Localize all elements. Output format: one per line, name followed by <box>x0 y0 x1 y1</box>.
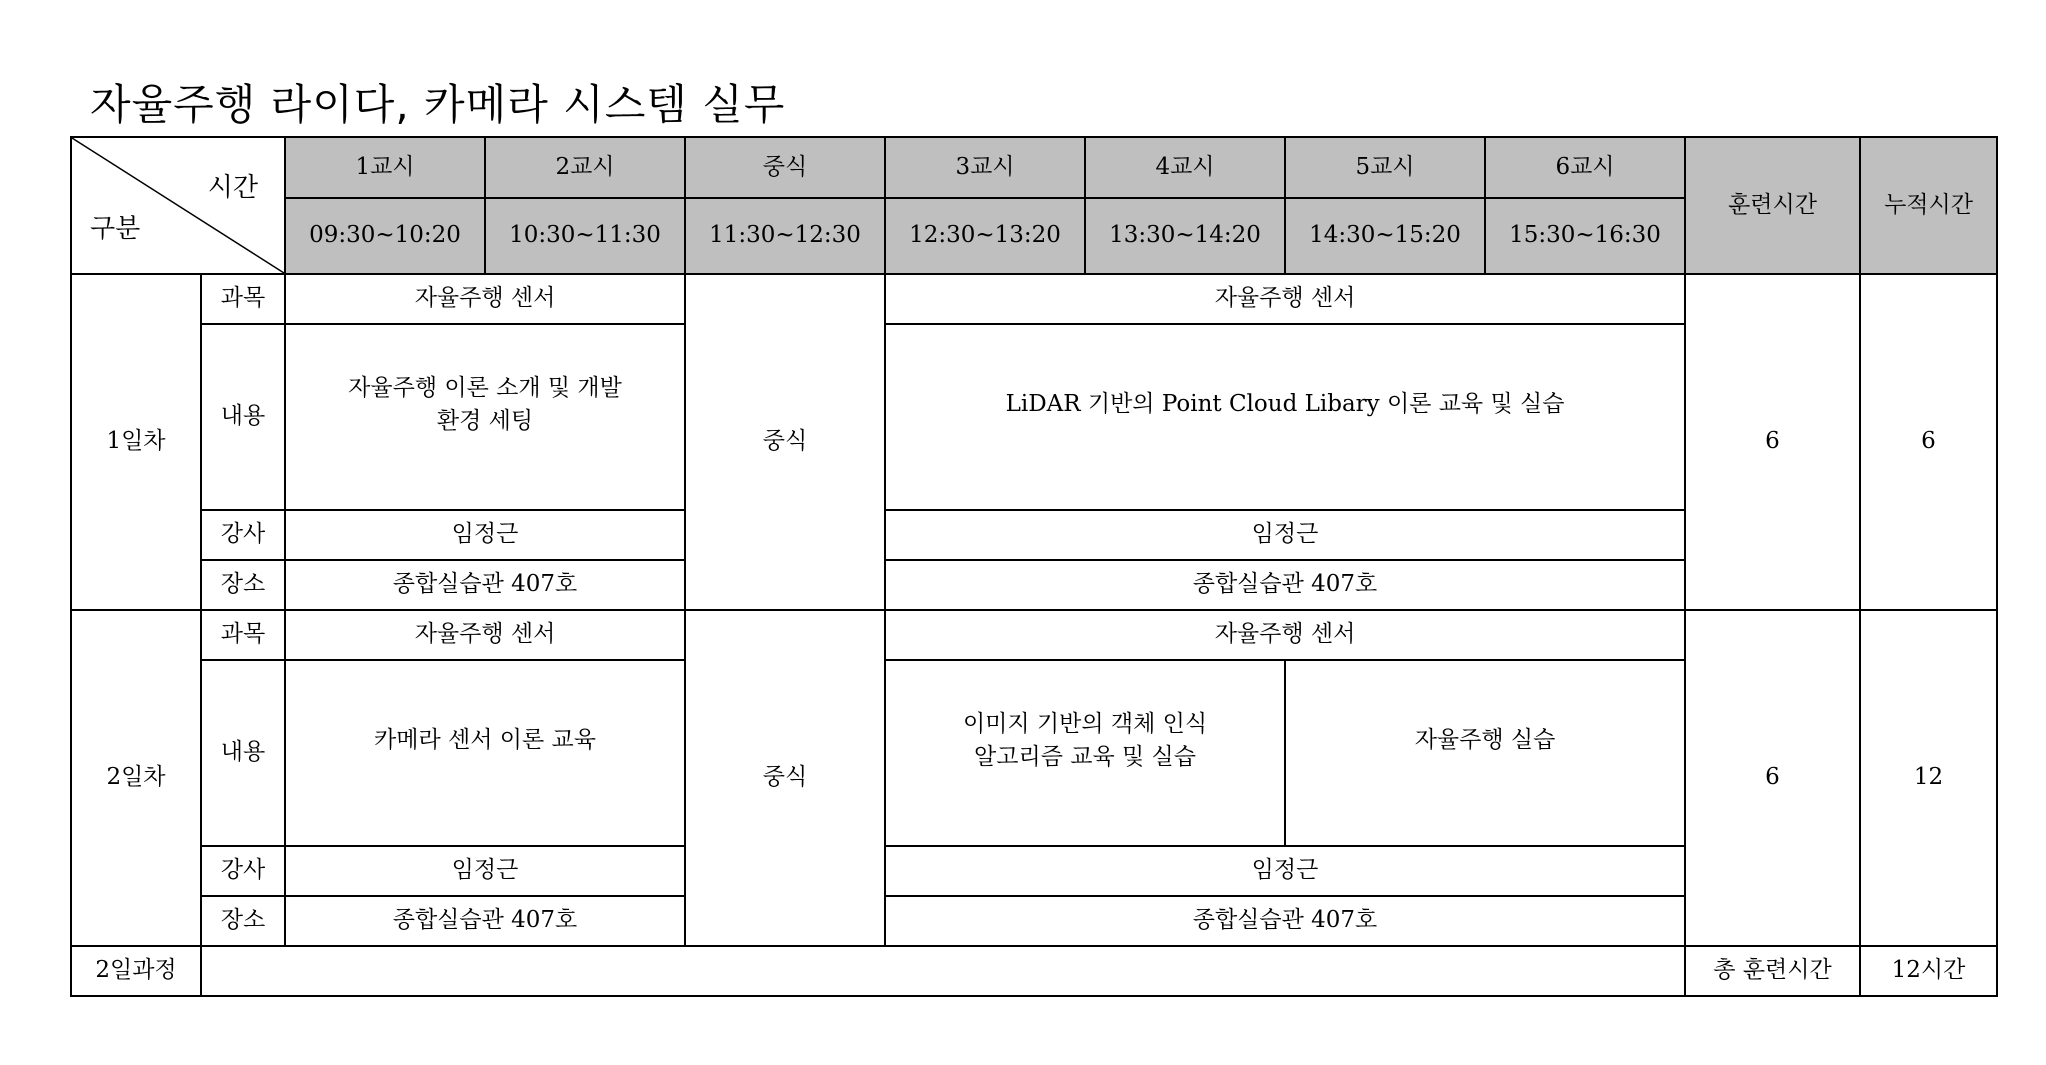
training-hours-header: 훈련시간 <box>1685 137 1860 274</box>
lunch-period-time: 11:30~12:30 <box>685 198 885 274</box>
footer-row <box>71 946 1997 996</box>
day2-morning-place: 종합실습관 407호 <box>285 896 685 946</box>
period-5-label: 5교시 <box>1285 137 1485 198</box>
day1-morning-instructor: 임정근 <box>285 510 685 560</box>
period-2-time: 10:30~11:30 <box>485 198 685 274</box>
document-title: 자율주행 라이다, 카메라 시스템 실무 <box>90 80 786 129</box>
course-length: 2일과정 <box>71 946 201 996</box>
day2-afternoon-content-a <box>885 660 1285 846</box>
day1-afternoon-instructor: 임정근 <box>885 510 1685 560</box>
row-label-subject: 과목 <box>201 274 285 324</box>
header-row-periods <box>71 137 1997 198</box>
row-label-instructor: 강사 <box>201 510 285 560</box>
day2-label: 2일차 <box>71 610 201 946</box>
day2-morning-content: 카메라 센서 이론 교육 <box>285 660 685 846</box>
day2-morning-instructor: 임정근 <box>285 846 685 896</box>
day1-afternoon-content: LiDAR 기반의 Point Cloud Libary 이론 교육 및 실습 <box>885 324 1685 510</box>
day2-training-hours: 6 <box>1685 610 1860 946</box>
period-1-time: 09:30~10:20 <box>285 198 485 274</box>
period-6-label: 6교시 <box>1485 137 1685 198</box>
day1-morning-content-line-2: 환경 세팅 <box>436 408 534 434</box>
day1-morning-place: 종합실습관 407호 <box>285 560 685 610</box>
day1-cumulative-hours: 6 <box>1860 274 1997 610</box>
corner-time-label: 시간 <box>207 173 258 203</box>
period-1-label: 1교시 <box>285 137 485 198</box>
row-label-content: 내용 <box>201 660 285 846</box>
period-3-label: 3교시 <box>885 137 1085 198</box>
day2-afternoon-subject: 자율주행 센서 <box>885 610 1685 660</box>
day1-morning-content <box>285 324 685 510</box>
header-corner-cell <box>71 137 285 274</box>
period-5-time: 14:30~15:20 <box>1285 198 1485 274</box>
row-label-place: 장소 <box>201 896 285 946</box>
row-label-content: 내용 <box>201 324 285 510</box>
row-label-subject: 과목 <box>201 610 285 660</box>
row-label-place: 장소 <box>201 560 285 610</box>
day1-lunch: 중식 <box>685 274 885 610</box>
day1-morning-subject: 자율주행 센서 <box>285 274 685 324</box>
period-4-label: 4교시 <box>1085 137 1285 198</box>
day2-subject-row <box>71 610 1997 660</box>
day2-afternoon-place: 종합실습관 407호 <box>885 896 1685 946</box>
day2-afternoon-instructor: 임정근 <box>885 846 1685 896</box>
period-6-time: 15:30~16:30 <box>1485 198 1685 274</box>
day2-cumulative-hours: 12 <box>1860 610 1997 946</box>
day1-morning-content-line-1: 자율주행 이론 소개 및 개발 <box>348 374 622 401</box>
day1-subject-row <box>71 274 1997 324</box>
day2-lunch: 중식 <box>685 610 885 946</box>
schedule-table <box>70 136 1998 997</box>
day1-training-hours: 6 <box>1685 274 1860 610</box>
period-4-time: 13:30~14:20 <box>1085 198 1285 274</box>
day2-afternoon-content-b: 자율주행 실습 <box>1285 660 1685 846</box>
period-2-label: 2교시 <box>485 137 685 198</box>
day2-afternoon-content-a-line-2: 알고리즘 교육 및 실습 <box>974 744 1196 770</box>
footer-empty-cell <box>201 946 1685 996</box>
row-label-instructor: 강사 <box>201 846 285 896</box>
day1-afternoon-place: 종합실습관 407호 <box>885 560 1685 610</box>
day1-label: 1일차 <box>71 274 201 610</box>
day2-morning-subject: 자율주행 센서 <box>285 610 685 660</box>
corner-category-label: 구분 <box>90 214 141 245</box>
total-hours-label: 총 훈련시간 <box>1685 946 1860 996</box>
total-hours-value: 12시간 <box>1860 946 1997 996</box>
period-3-time: 12:30~13:20 <box>885 198 1085 274</box>
cumulative-hours-header: 누적시간 <box>1860 137 1997 274</box>
day1-afternoon-subject: 자율주행 센서 <box>885 274 1685 324</box>
lunch-period-label: 중식 <box>685 137 885 198</box>
day2-afternoon-content-a-line-1: 이미지 기반의 객체 인식 <box>962 710 1208 737</box>
